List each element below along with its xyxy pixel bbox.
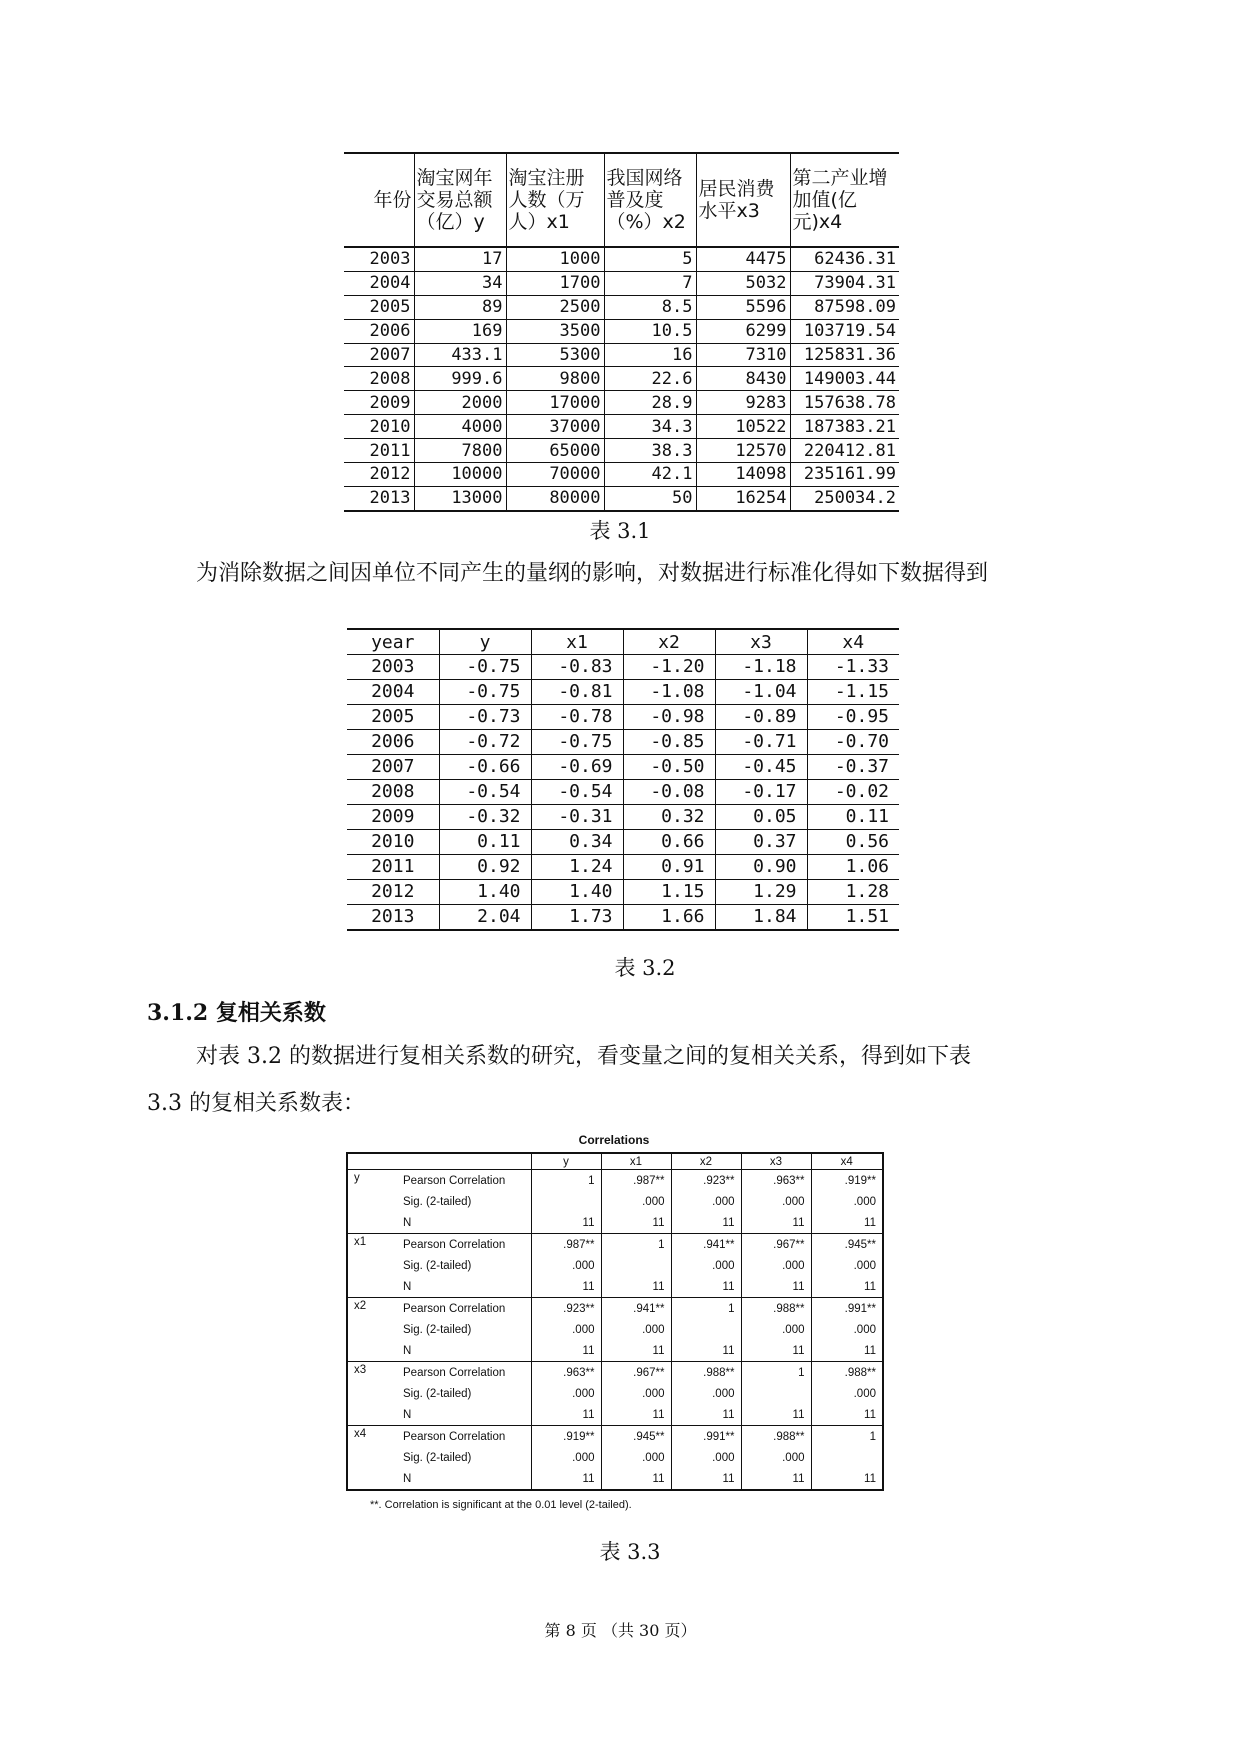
correlations-value-cell: .000 — [671, 1383, 741, 1404]
correlations-value-cell: .945** — [601, 1426, 671, 1448]
table-cell: 17000 — [506, 391, 604, 415]
correlations-value-cell — [811, 1447, 883, 1468]
table-cell: 2007 — [347, 755, 439, 780]
table-3-2-header-5: x4 — [807, 629, 899, 655]
table-cell: 1.51 — [807, 905, 899, 931]
correlations-variable-label: x2 — [347, 1298, 397, 1362]
table-row — [344, 486, 899, 510]
correlations-value-cell: 11 — [811, 1276, 883, 1298]
correlations-value-cell: .000 — [811, 1383, 883, 1404]
table-cell: 2008 — [344, 367, 414, 391]
table-row — [347, 705, 899, 730]
correlations-value-cell: .000 — [601, 1383, 671, 1404]
table-cell: -0.83 — [531, 655, 623, 680]
table-cell: -0.32 — [439, 805, 531, 830]
table-row — [347, 1362, 883, 1384]
table-cell: 10522 — [696, 415, 790, 439]
correlations-value-cell: 11 — [671, 1340, 741, 1362]
table-cell: 2009 — [347, 805, 439, 830]
correlations-value-cell: 11 — [531, 1468, 601, 1490]
correlations-value-cell: .000 — [741, 1191, 811, 1212]
table-cell: -1.33 — [807, 655, 899, 680]
correlations-stat-label: N — [397, 1212, 531, 1234]
correlations-column-header: x3 — [741, 1153, 811, 1170]
table-row — [344, 247, 899, 271]
correlations-value-cell: .000 — [811, 1319, 883, 1340]
correlations-value-cell: .000 — [811, 1255, 883, 1276]
table-cell: 0.11 — [807, 805, 899, 830]
correlations-value-cell: .000 — [741, 1447, 811, 1468]
table-cell: 2013 — [344, 486, 414, 510]
table-cell: -0.54 — [439, 780, 531, 805]
table-cell: 10000 — [414, 463, 506, 487]
correlations-value-cell: .000 — [741, 1255, 811, 1276]
table-cell: 2006 — [347, 730, 439, 755]
table-row — [347, 780, 899, 805]
table-row — [347, 855, 899, 880]
correlations-stat-label: Pearson Correlation — [397, 1170, 531, 1192]
table-cell: 169 — [414, 319, 506, 343]
table-cell: 34 — [414, 271, 506, 295]
table-row — [347, 880, 899, 905]
correlations-value-cell: 11 — [601, 1340, 671, 1362]
table-3-1 — [344, 152, 899, 512]
table-cell: 73904.31 — [790, 271, 899, 295]
table-cell: 0.05 — [715, 805, 807, 830]
table-cell: 89 — [414, 295, 506, 319]
table-row — [344, 319, 899, 343]
correlations-stat-label: N — [397, 1276, 531, 1298]
correlations-stat-label: Sig. (2-tailed) — [397, 1191, 531, 1212]
correlations-value-cell: .923** — [531, 1298, 601, 1320]
table-cell: -0.81 — [531, 680, 623, 705]
table-cell: 2012 — [344, 463, 414, 487]
correlations-value-cell: 11 — [671, 1212, 741, 1234]
table-row — [347, 1170, 883, 1192]
table-cell: 5300 — [506, 343, 604, 367]
correlations-value-cell: .987** — [531, 1234, 601, 1256]
correlations-value-cell: .000 — [811, 1191, 883, 1212]
table-cell: -0.54 — [531, 780, 623, 805]
table-cell: 2000 — [414, 391, 506, 415]
table-cell: 0.32 — [623, 805, 715, 830]
table-cell: 2013 — [347, 905, 439, 931]
table-cell: 2500 — [506, 295, 604, 319]
table-cell: 17 — [414, 247, 506, 271]
table-row — [344, 463, 899, 487]
table-cell: -1.20 — [623, 655, 715, 680]
table-cell: 0.91 — [623, 855, 715, 880]
table-cell: 62436.31 — [790, 247, 899, 271]
correlations-value-cell: 1 — [531, 1170, 601, 1192]
table-cell: 103719.54 — [790, 319, 899, 343]
table-cell: -0.78 — [531, 705, 623, 730]
table-cell: 4000 — [414, 415, 506, 439]
correlations-value-cell: 11 — [741, 1340, 811, 1362]
table-cell: 0.34 — [531, 830, 623, 855]
table-cell: 1000 — [506, 247, 604, 271]
correlations-value-cell: .941** — [671, 1234, 741, 1256]
correlations-value-cell: 11 — [811, 1212, 883, 1234]
table-cell: -1.08 — [623, 680, 715, 705]
correlations-value-cell: 11 — [741, 1404, 811, 1426]
table-row — [347, 755, 899, 780]
table-row — [347, 1298, 883, 1320]
correlations-title: Correlations — [578, 1133, 650, 1147]
table-row — [347, 1319, 883, 1340]
correlations-value-cell: 11 — [671, 1468, 741, 1490]
table-cell: -0.95 — [807, 705, 899, 730]
table-cell: 5596 — [696, 295, 790, 319]
table-cell: -0.50 — [623, 755, 715, 780]
correlations-variable-label: x4 — [347, 1426, 397, 1491]
table-cell: -0.73 — [439, 705, 531, 730]
correlations-value-cell: 11 — [671, 1276, 741, 1298]
table-cell: 8430 — [696, 367, 790, 391]
correlations-value-cell: 1 — [741, 1362, 811, 1384]
table-cell: 7800 — [414, 439, 506, 463]
correlations-value-cell: 11 — [741, 1468, 811, 1490]
table-cell: 0.90 — [715, 855, 807, 880]
table-cell: -0.66 — [439, 755, 531, 780]
table-cell: 1.24 — [531, 855, 623, 880]
correlations-value-cell: .000 — [531, 1319, 601, 1340]
correlations-value-cell: .000 — [671, 1191, 741, 1212]
table-3-2-header-1: y — [439, 629, 531, 655]
table-3-1-header-2: 淘宝注册人数（万人）x1 — [506, 153, 604, 247]
correlations-value-cell: 11 — [601, 1404, 671, 1426]
correlations-value-cell: .963** — [741, 1170, 811, 1192]
table-cell: 7310 — [696, 343, 790, 367]
correlations-value-cell: 11 — [531, 1276, 601, 1298]
table-cell: 1.28 — [807, 880, 899, 905]
correlations-value-cell: 1 — [601, 1234, 671, 1256]
table-3-1-caption: 表 3.1 — [589, 519, 651, 543]
table-cell: 1.66 — [623, 905, 715, 931]
table-cell: 1.40 — [531, 880, 623, 905]
correlations-stat-label: Sig. (2-tailed) — [397, 1255, 531, 1276]
table-cell: -0.85 — [623, 730, 715, 755]
table-cell: 235161.99 — [790, 463, 899, 487]
correlations-table — [346, 1152, 884, 1491]
table-3-1-header-0: 年份 — [344, 153, 414, 247]
table-3-2-header-2: x1 — [531, 629, 623, 655]
correlations-value-cell: .000 — [531, 1383, 601, 1404]
correlations-value-cell: .000 — [671, 1447, 741, 1468]
table-row — [347, 1234, 883, 1256]
table-cell: 80000 — [506, 486, 604, 510]
correlations-stat-label: Pearson Correlation — [397, 1426, 531, 1448]
correlations-value-cell: 11 — [601, 1468, 671, 1490]
table-3-2-header-4: x3 — [715, 629, 807, 655]
correlations-value-cell: 11 — [531, 1340, 601, 1362]
table-cell: 70000 — [506, 463, 604, 487]
table-row — [347, 730, 899, 755]
table-cell: 38.3 — [604, 439, 696, 463]
table-cell: 149003.44 — [790, 367, 899, 391]
table-cell: 34.3 — [604, 415, 696, 439]
table-cell: 2005 — [347, 705, 439, 730]
correlations-value-cell: .987** — [601, 1170, 671, 1192]
correlations-value-cell: 11 — [601, 1212, 671, 1234]
table-cell: 1.15 — [623, 880, 715, 905]
correlations-value-cell: .991** — [671, 1426, 741, 1448]
table-cell: 13000 — [414, 486, 506, 510]
table-cell: 0.92 — [439, 855, 531, 880]
table-row — [347, 1276, 883, 1298]
table-row — [347, 1426, 883, 1448]
table-cell: 1700 — [506, 271, 604, 295]
table-cell: 2010 — [347, 830, 439, 855]
correlations-value-cell: 11 — [671, 1404, 741, 1426]
table-cell: 8.5 — [604, 295, 696, 319]
table-cell: 2003 — [347, 655, 439, 680]
correlations-value-cell: .963** — [531, 1362, 601, 1384]
table-row — [347, 1340, 883, 1362]
correlations-value-cell — [601, 1255, 671, 1276]
table-cell: -0.69 — [531, 755, 623, 780]
table-cell: 999.6 — [414, 367, 506, 391]
table-row — [344, 439, 899, 463]
table-cell: 125831.36 — [790, 343, 899, 367]
correlations-footnote: **. Correlation is significant at the 0.01 level (2-tailed). — [370, 1499, 632, 1511]
correlations-value-cell — [671, 1319, 741, 1340]
correlations-value-cell: 11 — [811, 1340, 883, 1362]
correlations-value-cell: .000 — [601, 1319, 671, 1340]
table-cell: 2004 — [347, 680, 439, 705]
paragraph-correlation-intro-2: 3.3 的复相关系数表： — [147, 1091, 365, 1116]
correlations-value-cell: .967** — [601, 1362, 671, 1384]
table-cell: 1.29 — [715, 880, 807, 905]
table-cell: 433.1 — [414, 343, 506, 367]
correlations-value-cell: .923** — [671, 1170, 741, 1192]
table-row — [347, 1383, 883, 1404]
table-cell: 6299 — [696, 319, 790, 343]
correlations-value-cell: 1 — [811, 1426, 883, 1448]
table-cell: 4475 — [696, 247, 790, 271]
table-3-1-header-1: 淘宝网年交易总额（亿）y — [414, 153, 506, 247]
table-row — [347, 1447, 883, 1468]
table-cell: 2012 — [347, 880, 439, 905]
table-cell: -0.75 — [439, 680, 531, 705]
correlations-column-header: x2 — [671, 1153, 741, 1170]
table-cell: 2009 — [344, 391, 414, 415]
table-cell: 2006 — [344, 319, 414, 343]
correlations-value-cell: 11 — [741, 1212, 811, 1234]
table-cell: 7 — [604, 271, 696, 295]
section-heading: 3.1.2 复相关系数 — [147, 1000, 326, 1026]
correlations-value-cell: 11 — [601, 1276, 671, 1298]
correlations-value-cell: 11 — [741, 1276, 811, 1298]
correlations-stat-label: Pearson Correlation — [397, 1362, 531, 1384]
correlations-value-cell — [531, 1191, 601, 1212]
correlations-column-header: x4 — [811, 1153, 883, 1170]
table-row — [347, 1212, 883, 1234]
table-cell: 87598.09 — [790, 295, 899, 319]
table-cell: 157638.78 — [790, 391, 899, 415]
table-3-1-header-4: 居民消费水平x3 — [696, 153, 790, 247]
table-cell: 16254 — [696, 486, 790, 510]
correlations-value-cell: 11 — [531, 1404, 601, 1426]
correlations-value-cell: .000 — [601, 1447, 671, 1468]
table-row — [344, 367, 899, 391]
table-row — [347, 1468, 883, 1490]
table-3-3-caption: 表 3.3 — [599, 1540, 661, 1564]
table-row — [347, 1255, 883, 1276]
table-3-2-header-3: x2 — [623, 629, 715, 655]
table-cell: 2.04 — [439, 905, 531, 931]
table-cell: 42.1 — [604, 463, 696, 487]
table-cell: -0.75 — [531, 730, 623, 755]
correlations-value-cell: 1 — [671, 1298, 741, 1320]
table-cell: 65000 — [506, 439, 604, 463]
correlations-value-cell: .000 — [531, 1255, 601, 1276]
table-cell: 2010 — [344, 415, 414, 439]
correlations-value-cell: .988** — [741, 1298, 811, 1320]
correlations-stat-label: N — [397, 1404, 531, 1426]
correlations-value-cell: .945** — [811, 1234, 883, 1256]
table-cell: 5032 — [696, 271, 790, 295]
table-cell: -1.18 — [715, 655, 807, 680]
table-cell: 50 — [604, 486, 696, 510]
correlations-value-cell: .000 — [601, 1191, 671, 1212]
table-3-2 — [347, 628, 899, 931]
correlations-value-cell: .988** — [741, 1426, 811, 1448]
table-cell: -0.45 — [715, 755, 807, 780]
table-cell: -0.75 — [439, 655, 531, 680]
correlations-value-cell: .919** — [811, 1170, 883, 1192]
table-cell: 0.56 — [807, 830, 899, 855]
table-cell: 2007 — [344, 343, 414, 367]
table-cell: 5 — [604, 247, 696, 271]
table-cell: 1.84 — [715, 905, 807, 931]
table-row — [344, 391, 899, 415]
table-cell: 9283 — [696, 391, 790, 415]
correlations-stat-label: Pearson Correlation — [397, 1298, 531, 1320]
table-cell: -1.15 — [807, 680, 899, 705]
table-row — [347, 1191, 883, 1212]
table-cell: 2004 — [344, 271, 414, 295]
table-cell: 2011 — [347, 855, 439, 880]
correlations-value-cell: 11 — [531, 1212, 601, 1234]
table-3-1-header-5: 第二产业增加值(亿元)x4 — [790, 153, 899, 247]
correlations-value-cell: .941** — [601, 1298, 671, 1320]
table-cell: 10.5 — [604, 319, 696, 343]
table-cell: -0.71 — [715, 730, 807, 755]
correlations-variable-label: x1 — [347, 1234, 397, 1298]
table-row — [347, 655, 899, 680]
correlations-stat-label: Pearson Correlation — [397, 1234, 531, 1256]
table-3-2-caption: 表 3.2 — [614, 956, 676, 980]
correlations-value-cell: .000 — [741, 1319, 811, 1340]
table-cell: 37000 — [506, 415, 604, 439]
correlations-value-cell: .000 — [531, 1447, 601, 1468]
paragraph-standardization: 为消除数据之间因单位不同产生的量纲的影响，对数据进行标准化得如下数据得到 — [196, 561, 989, 586]
correlations-variable-label: y — [347, 1170, 397, 1234]
table-row — [347, 830, 899, 855]
table-cell: 12570 — [696, 439, 790, 463]
table-cell: 0.11 — [439, 830, 531, 855]
correlations-column-header: x1 — [601, 1153, 671, 1170]
table-cell: 9800 — [506, 367, 604, 391]
table-cell: -0.89 — [715, 705, 807, 730]
table-cell: 2011 — [344, 439, 414, 463]
correlations-stat-label: Sig. (2-tailed) — [397, 1383, 531, 1404]
correlations-stat-label: Sig. (2-tailed) — [397, 1319, 531, 1340]
table-cell: 1.06 — [807, 855, 899, 880]
table-cell: 2008 — [347, 780, 439, 805]
table-row — [347, 905, 899, 931]
table-cell: 2003 — [344, 247, 414, 271]
table-3-1-header-3: 我国网络普及度（%）x2 — [604, 153, 696, 247]
correlations-variable-label: x3 — [347, 1362, 397, 1426]
correlations-corner — [347, 1153, 531, 1170]
correlations-value-cell: 11 — [811, 1404, 883, 1426]
table-row — [347, 805, 899, 830]
table-cell: -0.70 — [807, 730, 899, 755]
table-cell: 1.40 — [439, 880, 531, 905]
page-footer: 第 8 页 （共 30 页） — [544, 1621, 697, 1640]
table-cell: 187383.21 — [790, 415, 899, 439]
table-row — [347, 680, 899, 705]
correlations-value-cell: .988** — [811, 1362, 883, 1384]
table-cell: 16 — [604, 343, 696, 367]
table-row — [344, 343, 899, 367]
table-cell: -0.17 — [715, 780, 807, 805]
table-cell: 1.73 — [531, 905, 623, 931]
table-cell: -0.08 — [623, 780, 715, 805]
table-cell: 14098 — [696, 463, 790, 487]
correlations-value-cell: .991** — [811, 1298, 883, 1320]
correlations-stat-label: N — [397, 1468, 531, 1490]
correlations-column-header: y — [531, 1153, 601, 1170]
correlations-stat-label: N — [397, 1340, 531, 1362]
table-row — [344, 271, 899, 295]
table-3-2-header-0: year — [347, 629, 439, 655]
paragraph-correlation-intro-1: 对表 3.2 的数据进行复相关系数的研究，看变量之间的复相关关系，得到如下表 — [196, 1044, 971, 1069]
table-cell: 250034.2 — [790, 486, 899, 510]
table-cell: 3500 — [506, 319, 604, 343]
table-row — [347, 1404, 883, 1426]
table-cell: -0.37 — [807, 755, 899, 780]
table-cell: 28.9 — [604, 391, 696, 415]
table-cell: -0.02 — [807, 780, 899, 805]
table-cell: 22.6 — [604, 367, 696, 391]
table-cell: 0.66 — [623, 830, 715, 855]
table-cell: -0.72 — [439, 730, 531, 755]
table-cell: -0.98 — [623, 705, 715, 730]
correlations-value-cell: .919** — [531, 1426, 601, 1448]
table-row — [344, 295, 899, 319]
correlations-value-cell: .988** — [671, 1362, 741, 1384]
table-row — [344, 415, 899, 439]
table-cell: 220412.81 — [790, 439, 899, 463]
correlations-stat-label: Sig. (2-tailed) — [397, 1447, 531, 1468]
table-cell: 0.37 — [715, 830, 807, 855]
table-cell: -1.04 — [715, 680, 807, 705]
table-cell: -0.31 — [531, 805, 623, 830]
correlations-value-cell — [741, 1383, 811, 1404]
correlations-value-cell: .000 — [671, 1255, 741, 1276]
table-cell: 2005 — [344, 295, 414, 319]
correlations-value-cell: 11 — [811, 1468, 883, 1490]
correlations-value-cell: .967** — [741, 1234, 811, 1256]
